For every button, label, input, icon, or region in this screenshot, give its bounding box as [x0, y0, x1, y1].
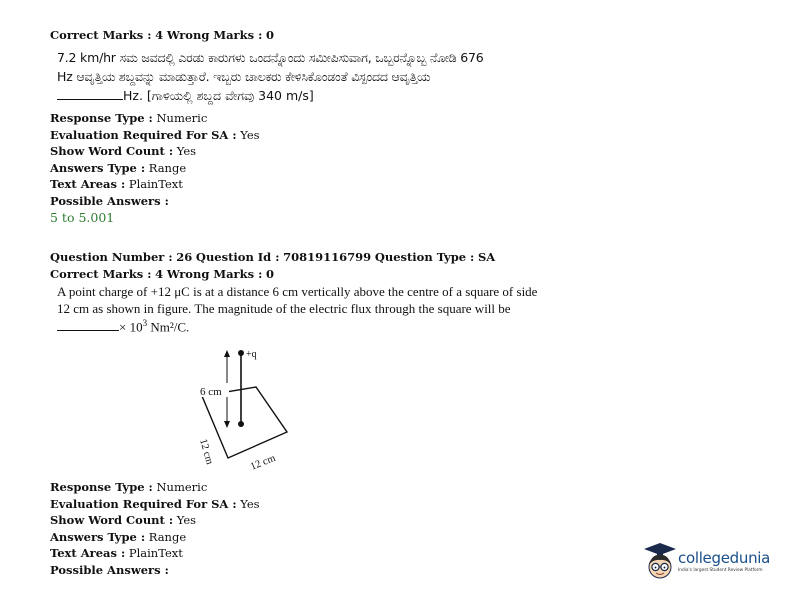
answers-type-label: Answers Type :	[50, 161, 146, 175]
evaluation-label: Evaluation Required For SA :	[50, 497, 237, 511]
side-left-label: 12 cm	[197, 437, 215, 466]
text-areas-label: Text Areas :	[50, 177, 126, 191]
wrong-marks-label: Wrong Marks :	[166, 267, 263, 281]
arrow-up-head	[224, 350, 230, 357]
text-areas-value: PlainText	[128, 177, 183, 191]
response-type-label: Response Type :	[50, 480, 153, 494]
evaluation-value: Yes	[240, 497, 260, 511]
q26-evaluation	[50, 497, 260, 511]
answers-type-value: Range	[148, 161, 187, 175]
answers-type-value: Range	[148, 530, 187, 544]
collegedunia-logo	[640, 543, 785, 587]
q26-text-line-2: 12 cm as shown in figure. The magnitude of the electric flux through the square will be	[57, 301, 511, 316]
q26-text-line-1: A point charge of +12 μC is at a distance 6 cm vertically above the centre of a square of side	[57, 284, 538, 299]
q25-possible-answers-label: Possible Answers :	[50, 194, 169, 208]
brand-tagline: India's largest Student Review Platform	[678, 568, 763, 573]
height-label: 6 cm	[200, 386, 222, 398]
response-type-label: Response Type :	[50, 111, 153, 125]
q26-marks	[50, 267, 274, 281]
question-id-value: 70819116799	[283, 250, 372, 264]
wrong-marks-value: 0	[265, 28, 274, 42]
answer-blank	[57, 89, 123, 100]
word-count-value: Yes	[176, 513, 197, 527]
q25-response-type	[50, 111, 207, 125]
q25-text-line-2: Hz ಆವೃತ್ತಿಯ ಶಬ್ದವನ್ನು ಮಾಡುತ್ತಾರೆ. ಇಬ್ಬರು ಚಾಲಕರು ಕೇಳಿಸಿಕೊಂಡಂತೆ ವಿಸ್ಪಂದದ ಆವೃತ್ತಿಯ	[57, 69, 431, 84]
text-areas-value: PlainText	[128, 546, 183, 560]
q26-possible-answers-label: Possible Answers :	[50, 563, 169, 577]
question-number-label: Question Number :	[50, 250, 173, 264]
question-id-label: Question Id :	[195, 250, 280, 264]
point-charge	[238, 350, 244, 356]
word-count-value: Yes	[176, 144, 197, 158]
q25-answers-type	[50, 161, 186, 175]
evaluation-label: Evaluation Required For SA :	[50, 128, 237, 142]
multiplier-prefix: × 10	[119, 319, 143, 335]
answers-type-label: Answers Type :	[50, 530, 146, 544]
q26-answers-type	[50, 530, 186, 544]
q26-response-type	[50, 480, 207, 494]
question-type-value: SA	[477, 250, 496, 264]
question-number-value: 26	[176, 250, 193, 264]
q25-text-line-1: 7.2 km/hr ಸಮ ಜವದಲ್ಲಿ ಎರಡು ಕಾರುಗಳು ಒಂದನ್ನೊಂದು ಸಮೀಪಿಸುವಾಗ, ಒಬ್ಬರನ್ನೊಬ್ಬ ನೋಡಿ 676	[57, 50, 484, 65]
response-type-value: Numeric	[156, 111, 208, 125]
side-right-label: 12 cm	[249, 452, 278, 473]
unit-suffix: Nm²/C.	[147, 319, 190, 335]
word-count-label: Show Word Count :	[50, 144, 174, 158]
correct-marks-label: Correct Marks :	[50, 267, 152, 281]
square-charge-figure	[180, 340, 320, 475]
arrow-down-head	[224, 421, 230, 428]
word-count-label: Show Word Count :	[50, 513, 174, 527]
square-centre	[238, 421, 244, 427]
q25-evaluation	[50, 128, 260, 142]
q26-text-areas	[50, 546, 183, 560]
multiplier-exponent: 3	[142, 318, 148, 328]
charge-label: +q	[246, 349, 257, 360]
correct-marks-value: 4	[155, 28, 164, 42]
text-areas-label: Text Areas :	[50, 546, 126, 560]
q25-text-areas	[50, 177, 183, 191]
question-type-label: Question Type :	[374, 250, 475, 264]
wrong-marks-label: Wrong Marks :	[166, 28, 263, 42]
q25-text-line-3	[57, 88, 314, 104]
correct-marks-label: Correct Marks :	[50, 28, 152, 42]
q25-possible-answer: 5 to 5.001	[50, 210, 115, 225]
wrong-marks-value: 0	[265, 267, 274, 281]
q26-header	[50, 250, 495, 264]
correct-marks-value: 4	[155, 267, 164, 281]
q25-text-line-3-content: Hz. [ಗಾಳಿಯಲ್ಲಿ ಶಬ್ದದ ವೇಗವು 340 m/s]	[123, 88, 314, 103]
q26-word-count	[50, 513, 196, 527]
q25-word-count	[50, 144, 196, 158]
q25-marks	[50, 28, 274, 42]
response-type-value: Numeric	[156, 480, 208, 494]
answer-blank	[57, 320, 119, 331]
evaluation-value: Yes	[240, 128, 260, 142]
brand-name: collegedunia	[678, 549, 771, 567]
q26-text-line-3	[57, 318, 189, 335]
